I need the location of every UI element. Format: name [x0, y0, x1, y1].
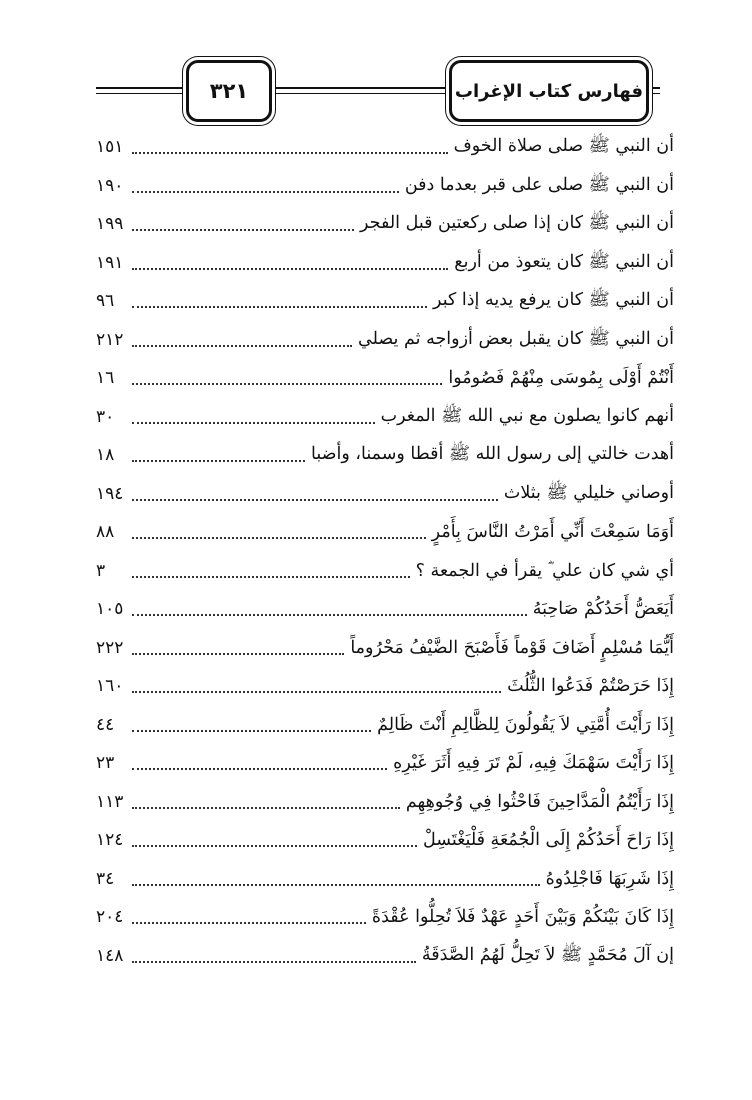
leader-dots	[132, 499, 498, 501]
entry-page-number: ١٩٠	[96, 175, 124, 196]
entry-text: أي شي كان علي ؓ يقرأ في الجمعة ؟	[415, 560, 674, 581]
entry-page-number: ١٦٠	[96, 676, 124, 697]
leader-dots	[132, 345, 352, 347]
entry-page-number: ٢٣	[96, 753, 115, 774]
entry-page-number: ٢٢٢	[96, 637, 124, 658]
entry-page-number: ٩٦	[96, 291, 115, 312]
index-entry	[96, 475, 674, 514]
entry-page-number: ١٤٨	[96, 945, 124, 966]
entry-page-number: ١٥١	[96, 137, 124, 158]
entry-text: أهدت خالتي إلى رسول الله ﷺ أقطا وسمنا، وأضبا	[311, 444, 674, 465]
leader-dots	[132, 922, 366, 924]
entry-page-number: ٨٨	[96, 522, 115, 543]
index-entry	[96, 398, 674, 437]
index-entry	[96, 128, 674, 167]
entry-page-number: ٢٠٤	[96, 907, 124, 928]
entry-text: إِذَا كَانَ بَيْنَكُمْ وَبَيْنَ أَحَدٍ عَهْدٌ فَلاَ تُحِلُّوا عُقْدَةً	[371, 907, 674, 928]
entry-page-number: ١٨	[96, 445, 115, 466]
entry-page-number: ١٩٤	[96, 483, 124, 504]
index-entry	[96, 821, 674, 860]
entry-text: أن النبي ﷺ كان يتعوذ من أربع	[454, 251, 674, 272]
entry-page-number: ٣٤	[96, 868, 115, 889]
index-entry	[96, 783, 674, 822]
entry-text: أنهم كانوا يصلون مع نبي الله ﷺ المغرب	[380, 405, 674, 426]
entry-page-number: ٤٤	[96, 714, 115, 735]
entry-text: إِذَا شَرِبَهَا فَاجْلِدُوهُ	[545, 868, 674, 889]
index-entry	[96, 590, 674, 629]
entry-page-number: ١٠٥	[96, 599, 124, 620]
entry-text: أن النبي ﷺ صلى صلاة الخوف	[453, 136, 674, 157]
leader-dots	[132, 807, 400, 809]
index-list	[96, 128, 674, 975]
entry-text: أوصاني خليلي ﷺ بثلاث	[503, 482, 674, 503]
index-entry	[96, 898, 674, 937]
index-entry	[96, 706, 674, 745]
page-number-box	[186, 60, 272, 122]
index-entry	[96, 860, 674, 899]
entry-text: أَيَعَضُّ أَحَدُكُمْ صَاحِبَهُ	[532, 599, 674, 620]
entry-text: أن النبي ﷺ صلى على قبر بعدما دفن	[404, 174, 674, 195]
entry-text: إِذَا حَرَصْتُمْ فَدَعُوا الثُّلُثَ	[507, 676, 674, 697]
index-entry	[96, 629, 674, 668]
entry-page-number: ١٦	[96, 368, 115, 389]
header-title-box	[449, 60, 649, 122]
page-number: ٣٢١	[209, 79, 249, 103]
index-entry	[96, 167, 674, 206]
entry-page-number: ١١٣	[96, 791, 124, 812]
entry-page-number: ٢١٢	[96, 329, 124, 350]
leader-dots	[132, 422, 375, 424]
entry-page-number: ٣٠	[96, 406, 115, 427]
entry-page-number: ٣	[96, 560, 106, 581]
index-entry	[96, 937, 674, 976]
entry-text: أن النبي ﷺ كان يقبل بعض أزواجه ثم يصلي	[358, 328, 674, 349]
index-entry	[96, 552, 674, 591]
leader-dots	[132, 537, 426, 539]
entry-text: إِذَا رَأَيْتَ أُمَّتِي لاَ يَقُولُونَ لِلظَّالِمِ أَنْتَ ظَالِمٌ	[377, 714, 674, 735]
header-title: فهارس كتاب الإغراب	[454, 80, 644, 102]
leader-dots	[132, 730, 371, 732]
leader-dots	[132, 152, 448, 154]
index-entry	[96, 321, 674, 360]
index-entry	[96, 282, 674, 321]
index-entry	[96, 244, 674, 283]
index-entry	[96, 744, 674, 783]
entry-text: إن آلَ مُحَمَّدٍ ﷺ لاَ تَحِلُّ لَهُمُ الصَّدَقَةُ	[421, 944, 674, 965]
entry-text: إِذَا رَأَيْتُمُ الْمَدَّاحِينَ فَاحْثُوا فِي وُجُوهِهِم	[405, 791, 674, 812]
leader-dots	[132, 191, 399, 193]
index-entry	[96, 513, 674, 552]
leader-dots	[132, 961, 416, 963]
entry-page-number: ١٩٩	[96, 214, 124, 235]
leader-dots	[132, 383, 442, 385]
index-entry	[96, 205, 674, 244]
leader-dots	[132, 884, 540, 886]
entry-text: أن النبي ﷺ كان إذا صلى ركعتين قبل الفجر	[360, 213, 674, 234]
entry-page-number: ١٩١	[96, 252, 124, 273]
leader-dots	[132, 229, 354, 231]
entry-text: أَيُّمَا مُسْلِمٍ أَضَافَ قَوْماً فَأَصْبَحَ الضَّيْفُ مَحْرُوماً	[350, 637, 674, 658]
entry-text: إِذَا رَأَيْتَ سَهْمَكَ فِيهِ، لَمْ تَرَ فِيهِ أَثَرَ غَيْرِهِ	[393, 753, 674, 774]
leader-dots	[132, 460, 305, 462]
entry-text: أَنْتُمْ أَوْلَى بِمُوسَى مِنْهُمْ فَصُومُوا	[448, 368, 674, 389]
entry-text: إِذَا رَاحَ أَحَدُكُمْ إِلَى الْجُمُعَةِ فَلْيَغْتَسِلْ	[422, 830, 674, 851]
entry-text: أَوَمَا سَمِعْتَ أَنِّي أَمَرْتُ النَّاسَ بِأَمْرٍ	[431, 522, 674, 543]
index-entry	[96, 667, 674, 706]
leader-dots	[132, 691, 501, 693]
leader-dots	[132, 845, 417, 847]
index-entry	[96, 436, 674, 475]
leader-dots	[132, 576, 410, 578]
leader-dots	[132, 768, 387, 770]
entry-text: أن النبي ﷺ كان يرفع يديه إذا كبر	[433, 290, 674, 311]
leader-dots	[132, 268, 448, 270]
leader-dots	[132, 653, 344, 655]
entry-page-number: ١٢٤	[96, 830, 124, 851]
leader-dots	[132, 614, 527, 616]
leader-dots	[132, 306, 427, 308]
index-entry	[96, 359, 674, 398]
